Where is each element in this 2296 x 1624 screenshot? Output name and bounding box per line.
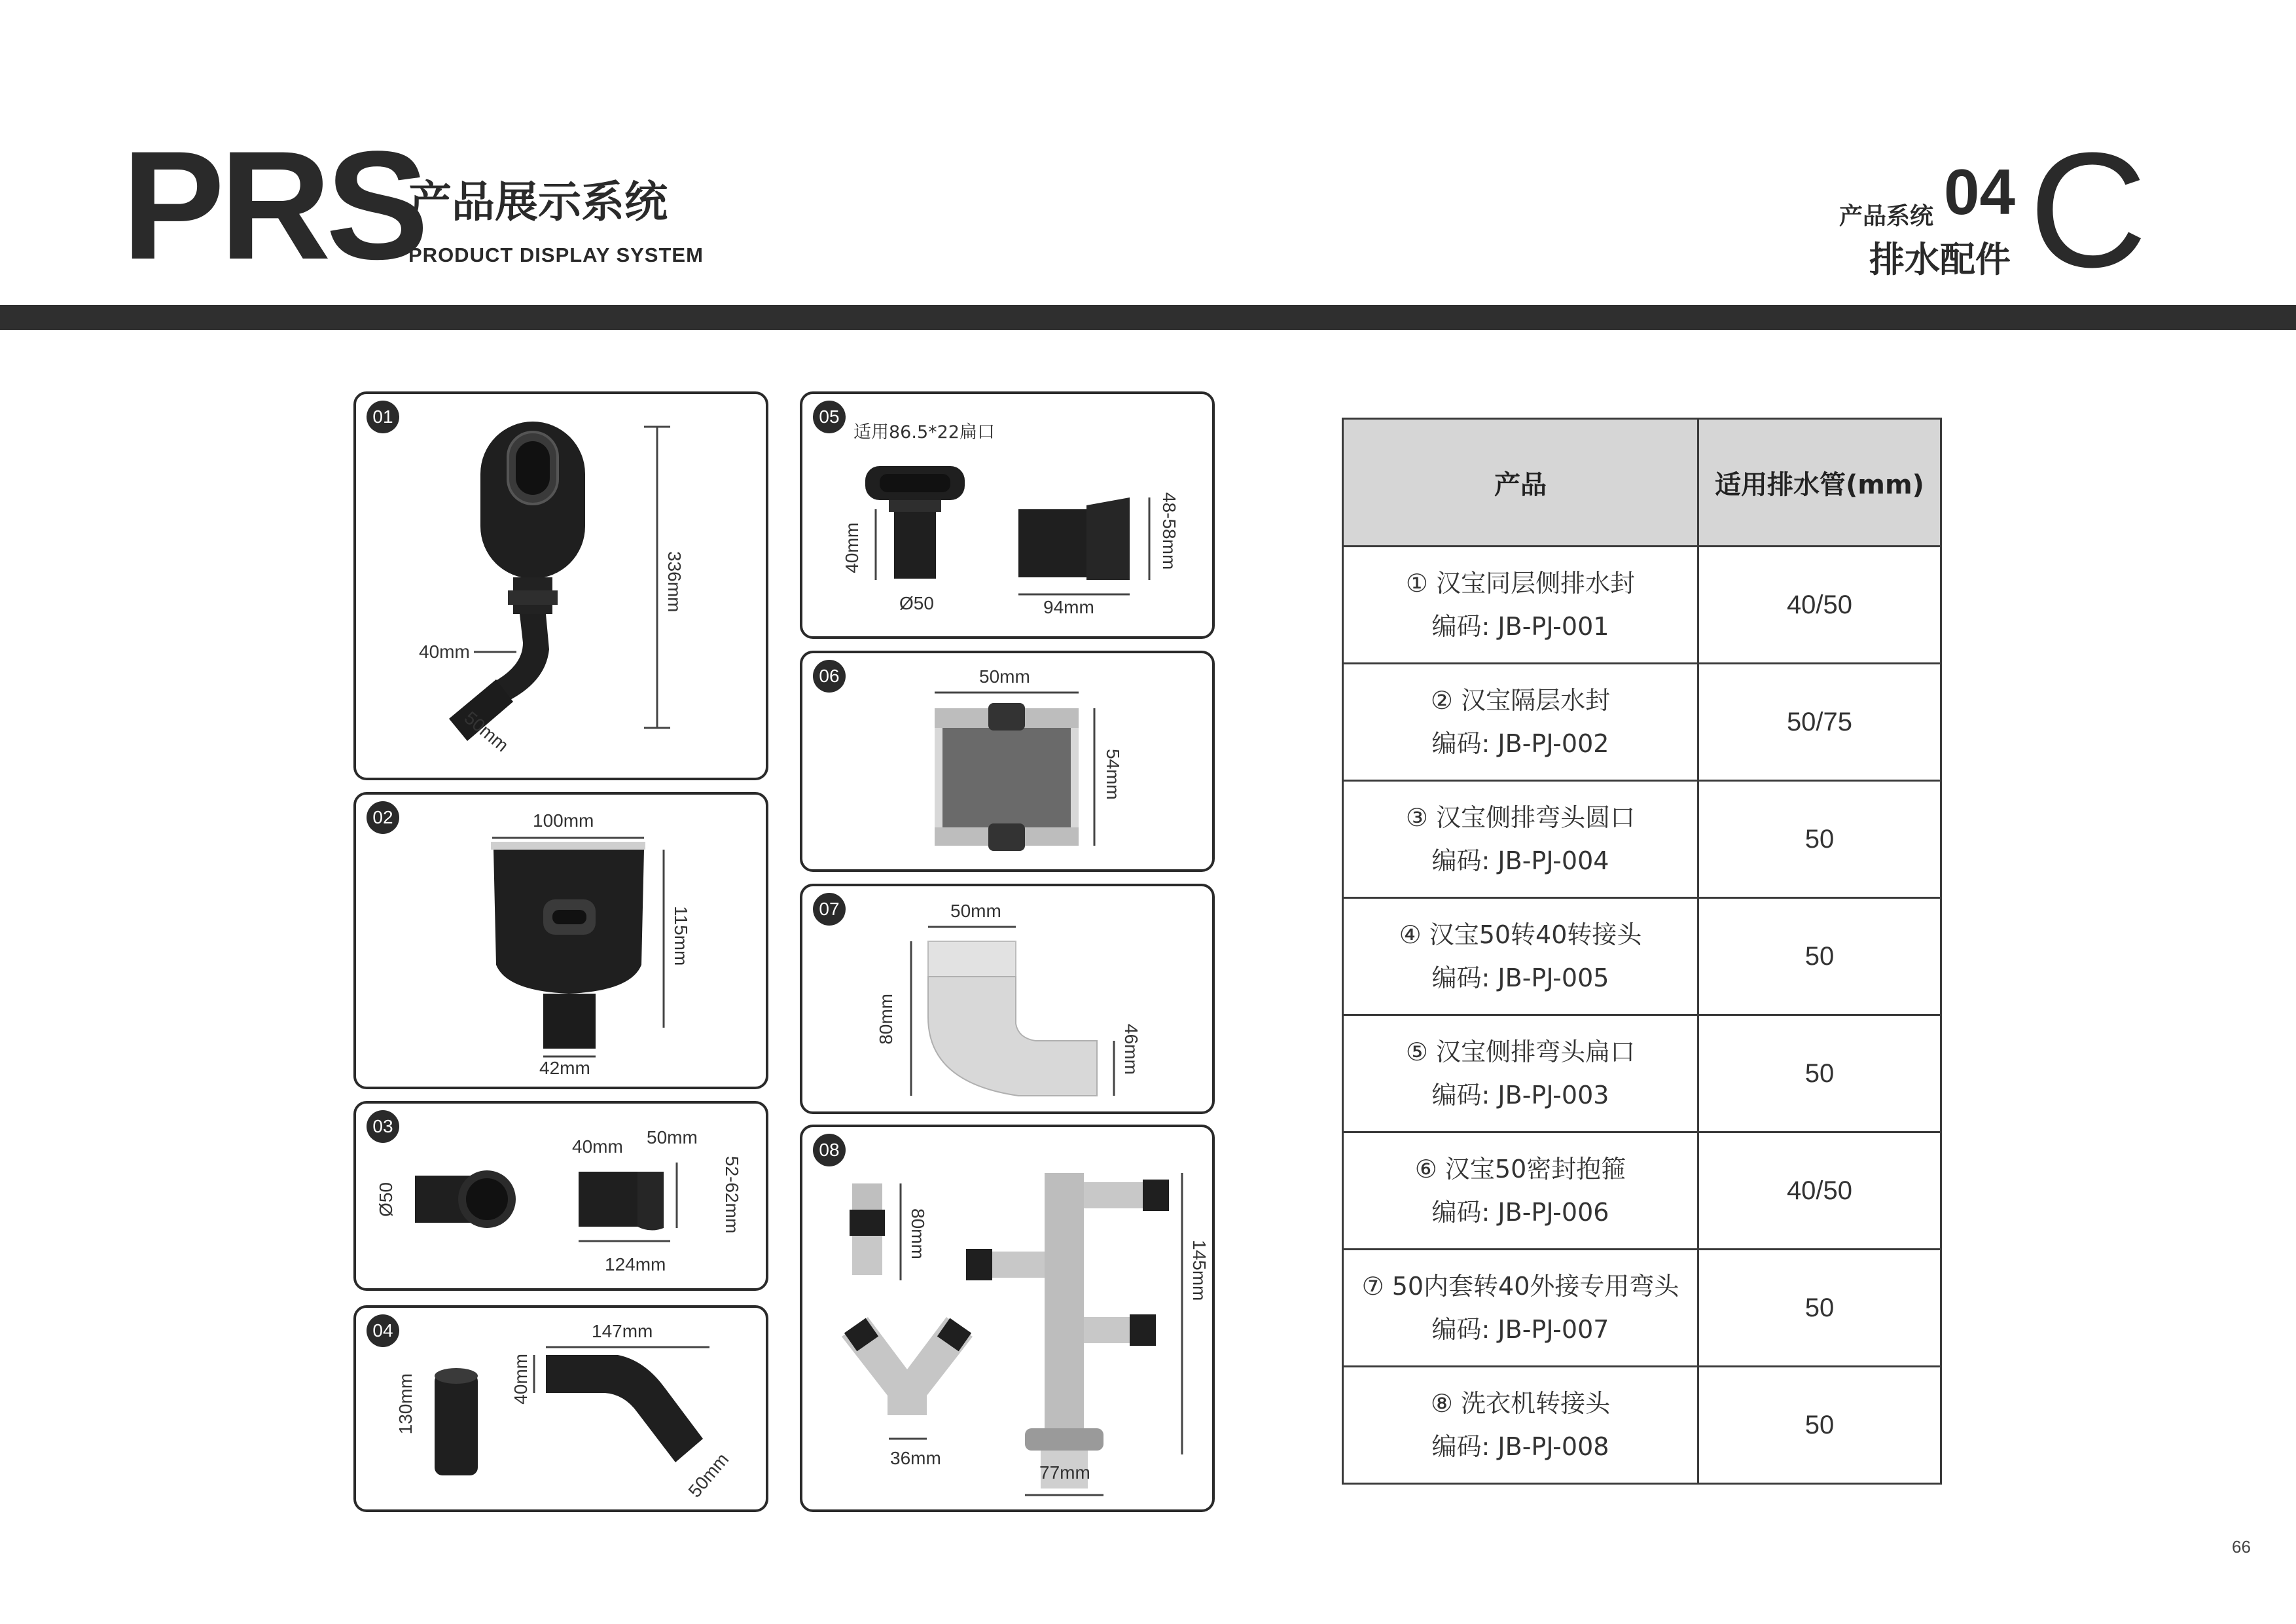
- product-name: ④ 汉宝50转40转接头: [1399, 920, 1642, 949]
- table-row: [1343, 1132, 1941, 1250]
- dim-outlet: 46mm: [1121, 1024, 1141, 1075]
- page-number: 66: [2232, 1537, 2251, 1557]
- product-code: 编码: JB-PJ-007: [1431, 1315, 1609, 1344]
- table-row: [1343, 1250, 1941, 1367]
- pipe-size: 50: [1698, 1250, 1941, 1367]
- dim-y-outlet: 36mm: [890, 1448, 941, 1468]
- section-letter: C: [2029, 118, 2147, 301]
- dim-height: 40mm: [842, 522, 862, 573]
- elbow-50-to-40-illustration: [802, 886, 1212, 1111]
- section-number: 04: [1944, 156, 2016, 228]
- header-pipe: 适用排水管(mm): [1698, 419, 1941, 547]
- product-name: ⑤ 汉宝侧排弯头扁口: [1405, 1038, 1636, 1066]
- product-cell: [1343, 664, 1698, 781]
- panel-caption: 适用86.5*22扁口: [853, 422, 995, 442]
- product-panel-05: [800, 391, 1215, 639]
- table-row: [1343, 1015, 1941, 1132]
- panel-badge: 03: [367, 1110, 399, 1143]
- page-title-en: PRODUCT DISPLAY SYSTEM: [408, 244, 704, 266]
- page-title-cn: 产品展示系统: [408, 177, 668, 227]
- pipe-size: 50: [1698, 898, 1941, 1015]
- brand-logo-text: PRS: [122, 119, 424, 292]
- product-name: ② 汉宝隔层水封: [1430, 686, 1611, 715]
- dim-outlet: 42mm: [539, 1058, 590, 1078]
- table-row: [1343, 1367, 1941, 1484]
- product-cell: [1343, 1367, 1698, 1484]
- dim-length: 94mm: [1043, 597, 1094, 617]
- dim-inner: 40mm: [419, 641, 470, 662]
- pipe-size: 40/50: [1698, 1132, 1941, 1250]
- washer-adapter-illustration: [802, 1127, 1212, 1509]
- dim-range: 48-58mm: [1159, 492, 1179, 570]
- dim-base: 77mm: [1039, 1462, 1090, 1483]
- product-name: ① 汉宝同层侧排水封: [1405, 569, 1636, 598]
- dim-diameter: Ø50: [899, 593, 934, 613]
- product-cell: [1343, 1015, 1698, 1132]
- dim-width: 50mm: [950, 901, 1001, 921]
- section-name: 排水配件: [1869, 239, 2011, 280]
- product-panel-04: [353, 1305, 768, 1512]
- panel-badge: 01: [367, 401, 399, 433]
- product-panel-07: [800, 884, 1215, 1114]
- dim-top-width: 100mm: [533, 810, 594, 831]
- product-code: 编码: JB-PJ-002: [1431, 729, 1609, 758]
- dim-height: 80mm: [876, 994, 896, 1045]
- panel-badge: 06: [813, 660, 846, 693]
- dim-width: 50mm: [979, 666, 1030, 687]
- drain-seal-side-outlet-illustration: [356, 394, 766, 778]
- dim-small-height: 80mm: [908, 1208, 928, 1259]
- product-panel-01: [353, 391, 768, 780]
- product-panel-08: [800, 1125, 1215, 1512]
- product-panel-06: [800, 651, 1215, 872]
- product-code: 编码: JB-PJ-006: [1431, 1198, 1609, 1227]
- product-name: ③ 汉宝侧排弯头圆口: [1405, 803, 1636, 832]
- pipe-size: 50: [1698, 781, 1941, 898]
- dim-tall-height: 145mm: [1189, 1240, 1210, 1301]
- product-code: 编码: JB-PJ-003: [1431, 1081, 1609, 1110]
- product-code: 编码: JB-PJ-005: [1431, 964, 1609, 992]
- pipe-size: 50: [1698, 1367, 1941, 1484]
- product-code: 编码: JB-PJ-004: [1431, 846, 1609, 875]
- section-system-label: 产品系统: [1839, 203, 1934, 230]
- floor-trap-illustration: [356, 795, 766, 1087]
- product-cell: [1343, 898, 1698, 1015]
- dim-outer: 50mm: [460, 707, 512, 756]
- product-panel-02: [353, 792, 768, 1089]
- dim-range: 52-62mm: [722, 1156, 742, 1234]
- dim-inner: 40mm: [511, 1354, 531, 1405]
- table-row: [1343, 547, 1941, 664]
- product-code: 编码: JB-PJ-001: [1431, 612, 1609, 641]
- header-product: 产品: [1343, 419, 1698, 547]
- dim-40: 40mm: [572, 1136, 623, 1157]
- product-spec-table: [1342, 418, 1942, 1485]
- product-name: ⑧ 洗衣机转接头: [1430, 1389, 1611, 1418]
- product-name: ⑦ 50内套转40外接专用弯头: [1361, 1272, 1679, 1301]
- dim-diameter: Ø50: [376, 1182, 396, 1217]
- product-panel-03: [353, 1101, 768, 1291]
- table-row: [1343, 898, 1941, 1015]
- panel-badge: 08: [813, 1134, 846, 1166]
- dim-height: 336mm: [664, 551, 685, 613]
- side-elbow-round-illustration: [356, 1104, 766, 1288]
- panel-badge: 05: [813, 401, 846, 433]
- pipe-size: 50: [1698, 1015, 1941, 1132]
- panel-badge: 04: [367, 1314, 399, 1347]
- dim-outer: 50mm: [684, 1449, 733, 1502]
- header-divider-bar: [0, 305, 2296, 330]
- dim-50: 50mm: [647, 1127, 698, 1147]
- product-name: ⑥ 汉宝50密封抱箍: [1414, 1155, 1626, 1183]
- table-row: [1343, 781, 1941, 898]
- panel-badge: 02: [367, 801, 399, 834]
- table-row: [1343, 664, 1941, 781]
- product-cell: [1343, 547, 1698, 664]
- product-cell: [1343, 1132, 1698, 1250]
- pipe-size: 50/75: [1698, 664, 1941, 781]
- dim-height: 54mm: [1103, 749, 1123, 800]
- dim-length: 124mm: [605, 1254, 666, 1274]
- pipe-size: 40/50: [1698, 547, 1941, 664]
- panel-badge: 07: [813, 893, 846, 926]
- side-elbow-flat-illustration: [802, 394, 1212, 636]
- dim-height: 130mm: [395, 1373, 416, 1435]
- dim-height: 115mm: [671, 906, 691, 966]
- dim-length: 147mm: [592, 1321, 653, 1341]
- product-cell: [1343, 781, 1698, 898]
- table-header-row: [1343, 419, 1941, 547]
- product-cell: [1343, 1250, 1698, 1367]
- product-code: 编码: JB-PJ-008: [1431, 1432, 1609, 1461]
